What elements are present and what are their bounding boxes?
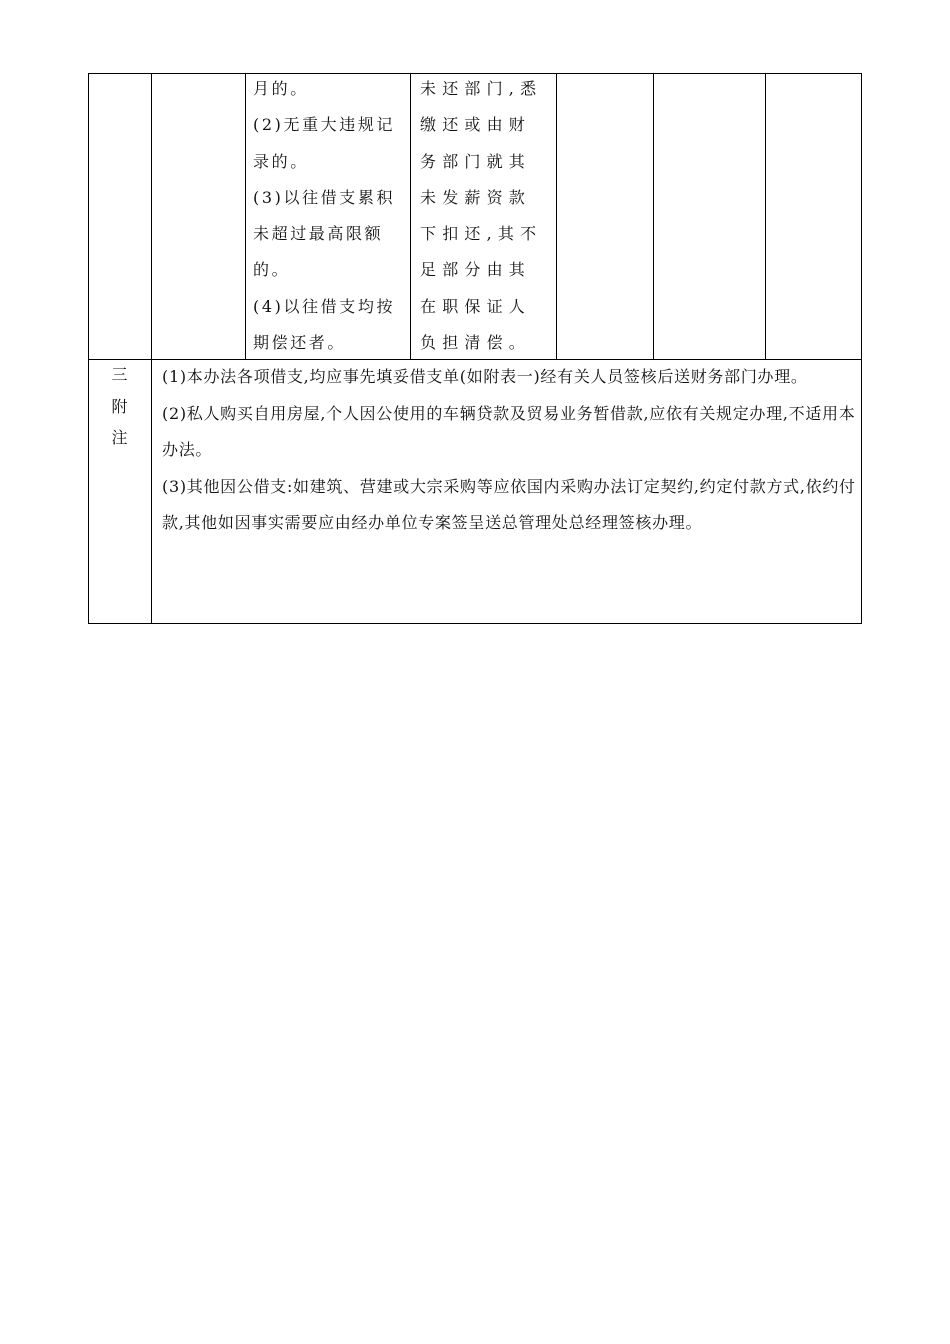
section-title-char: 注	[111, 428, 128, 447]
repayment-text: 未还部门,悉缴还或由财务部门就其未发薪资款下扣还,其不足部分由其在职保证人负担清偿。	[420, 79, 543, 353]
column-divider-conditions	[245, 73, 246, 360]
condition-line: (4)以往借支均按期偿还者。	[253, 296, 396, 353]
repayment-cell	[420, 71, 552, 361]
loan-rules-table	[88, 73, 862, 624]
column-divider-4	[556, 73, 557, 360]
section-title-char: 附	[111, 396, 128, 416]
table-bottom-border	[88, 623, 862, 624]
note-item: (2)私人购买自用房屋,个人因公使用的车辆贷款及贸易业务暂借款,应依有关规定办理,不适用本办法。	[162, 403, 856, 459]
note-item: (1)本办法各项借支,均应事先填妥借支单(如附表一)经有关人员签核后送财务部门办理。	[162, 367, 808, 386]
condition-line: (3)以往借支累积未超过最高限额的。	[253, 187, 396, 280]
condition-line: (2)无重大违规记录的。	[253, 115, 396, 171]
section-label	[88, 359, 151, 454]
column-divider-repayment	[410, 73, 411, 360]
column-divider-5	[653, 73, 654, 360]
table-left-border	[88, 73, 89, 624]
note-item: (3)其他因公借支:如建筑、营建或大宗采购等应依国内采购办法订定契约,约定付款方式,依约付款,其他如因事实需要应由经办单位专案签呈送总管理处总经理签核办理。	[162, 476, 856, 532]
notes-cell	[162, 359, 858, 542]
column-divider-6	[765, 73, 766, 360]
section-number: 三	[111, 365, 128, 384]
condition-line: 月的。	[253, 79, 309, 98]
loan-conditions-cell	[253, 71, 405, 361]
table-right-border	[861, 73, 862, 624]
column-divider-label	[151, 73, 152, 624]
